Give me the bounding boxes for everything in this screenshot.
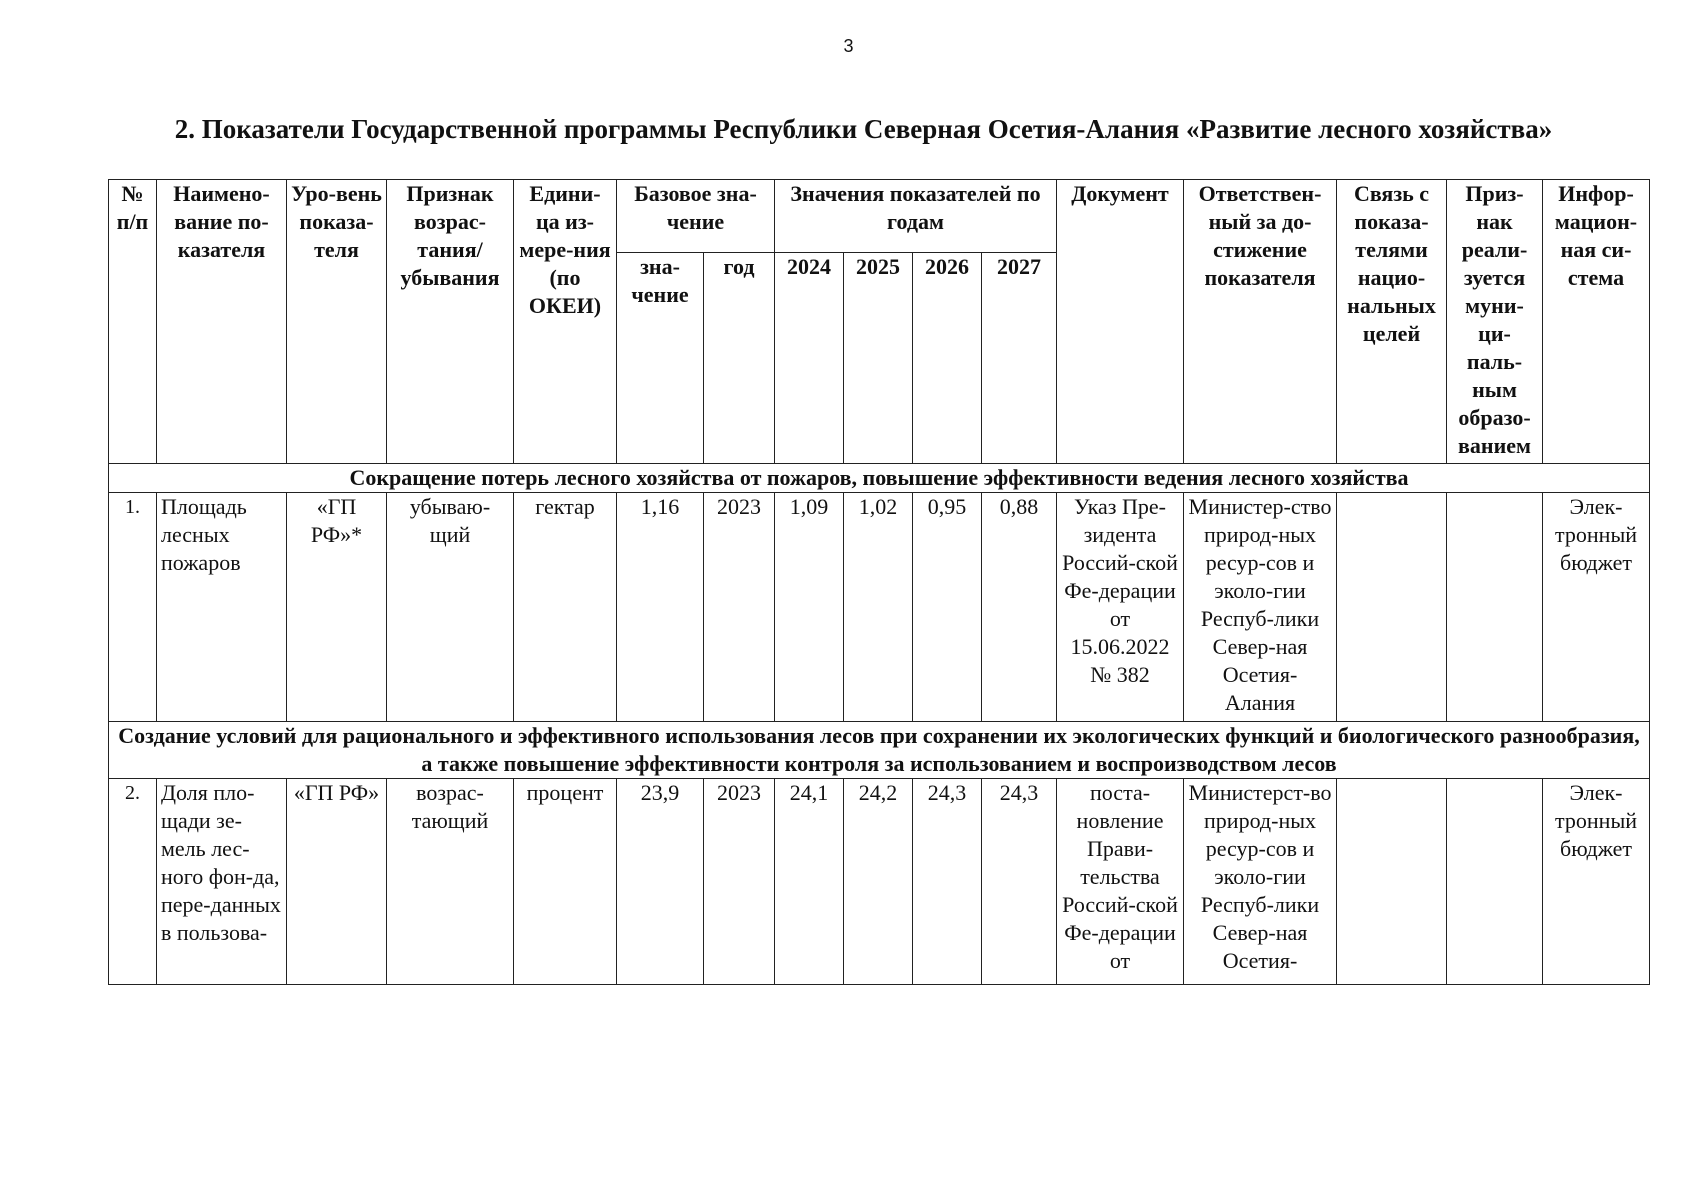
header-2027: 2027 <box>982 253 1057 464</box>
header-name: Наимено-вание по-казателя <box>157 180 287 464</box>
cell-2025: 24,2 <box>844 779 913 985</box>
cell-document: поста-новление Прави-тельства Россий-ской Фе-дерации от <box>1057 779 1184 985</box>
cell-2024: 24,1 <box>775 779 844 985</box>
header-national: Связь с показа-телями нацио-нальных целей <box>1337 180 1447 464</box>
section-row <box>109 464 1650 493</box>
cell-unit: процент <box>514 779 617 985</box>
cell-2025: 1,02 <box>844 493 913 722</box>
header-responsible: Ответствен-ный за до-стижение показателя <box>1184 180 1337 464</box>
cell-info-system: Элек-тронный бюджет <box>1543 493 1650 722</box>
section-title: Сокращение потерь лесного хозяйства от пожаров, повышение эффективности ведения лесного хозяйства <box>109 464 1650 493</box>
cell-trend: возрас-тающий <box>387 779 514 985</box>
header-trend: Признак возрас-тания/ убывания <box>387 180 514 464</box>
cell-national <box>1337 493 1447 722</box>
section-title: Создание условий для рационального и эффективного использования лесов при сохранении их экологических функций и биологического разнообразия, а также повышение эффективности контроля за использованием и воспроизводством лесов <box>109 722 1650 779</box>
page-number: 3 <box>843 36 854 56</box>
header-document: Документ <box>1057 180 1184 464</box>
cell-base-year: 2023 <box>704 779 775 985</box>
cell-municipal <box>1447 493 1543 722</box>
cell-trend: убываю-щий <box>387 493 514 722</box>
header-info-system: Инфор-мацион-ная си-стема <box>1543 180 1650 464</box>
header-unit: Едини-ца из-мере-ния (по ОКЕИ) <box>514 180 617 464</box>
indicators-table <box>108 179 1650 985</box>
cell-2026: 24,3 <box>913 779 982 985</box>
cell-num: 2. <box>109 779 157 985</box>
header-base-group: Базовое зна-чение <box>617 180 775 253</box>
page-title: 2. Показатели Государственной программы Республики Северная Осетия-Алания «Развитие лесного хозяйства» <box>174 114 1553 144</box>
cell-document: Указ Пре-зидента Россий-ской Фе-дерации от 15.06.2022 № 382 <box>1057 493 1184 722</box>
header-base-year: год <box>704 253 775 464</box>
cell-num: 1. <box>109 493 157 722</box>
cell-responsible: Министерст-во природ-ных ресур-сов и эколо-гии Респуб-лики Север-ная Осетия- <box>1184 779 1337 985</box>
header-row-1 <box>109 180 1650 253</box>
cell-level: «ГП РФ» <box>287 779 387 985</box>
cell-2027: 24,3 <box>982 779 1057 985</box>
cell-unit: гектар <box>514 493 617 722</box>
cell-base-year: 2023 <box>704 493 775 722</box>
cell-base-value: 1,16 <box>617 493 704 722</box>
table-row <box>109 493 1650 722</box>
cell-name: Доля пло-щади зе-мель лес-ного фон-да, пере-данных в пользова- <box>157 779 287 985</box>
cell-name: Площадь лесных пожаров <box>157 493 287 722</box>
header-2024: 2024 <box>775 253 844 464</box>
cell-2024: 1,09 <box>775 493 844 722</box>
header-num: № п/п <box>109 180 157 464</box>
cell-level: «ГП РФ»* <box>287 493 387 722</box>
header-years-group: Значения показателей по годам <box>775 180 1057 253</box>
table-row <box>109 779 1650 985</box>
section-row <box>109 722 1650 779</box>
cell-2027: 0,88 <box>982 493 1057 722</box>
header-2025: 2025 <box>844 253 913 464</box>
cell-national <box>1337 779 1447 985</box>
cell-responsible: Министер-ство природ-ных ресур-сов и эколо-гии Респуб-лики Север-ная Осетия-Алания <box>1184 493 1337 722</box>
cell-info-system: Элек-тронный бюджет <box>1543 779 1650 985</box>
cell-2026: 0,95 <box>913 493 982 722</box>
header-2026: 2026 <box>913 253 982 464</box>
header-level: Уро-вень показа-теля <box>287 180 387 464</box>
cell-municipal <box>1447 779 1543 985</box>
header-base-value: зна-чение <box>617 253 704 464</box>
header-municipal: Приз-нак реали-зуется муни-ци-паль-ным образо-ванием <box>1447 180 1543 464</box>
cell-base-value: 23,9 <box>617 779 704 985</box>
